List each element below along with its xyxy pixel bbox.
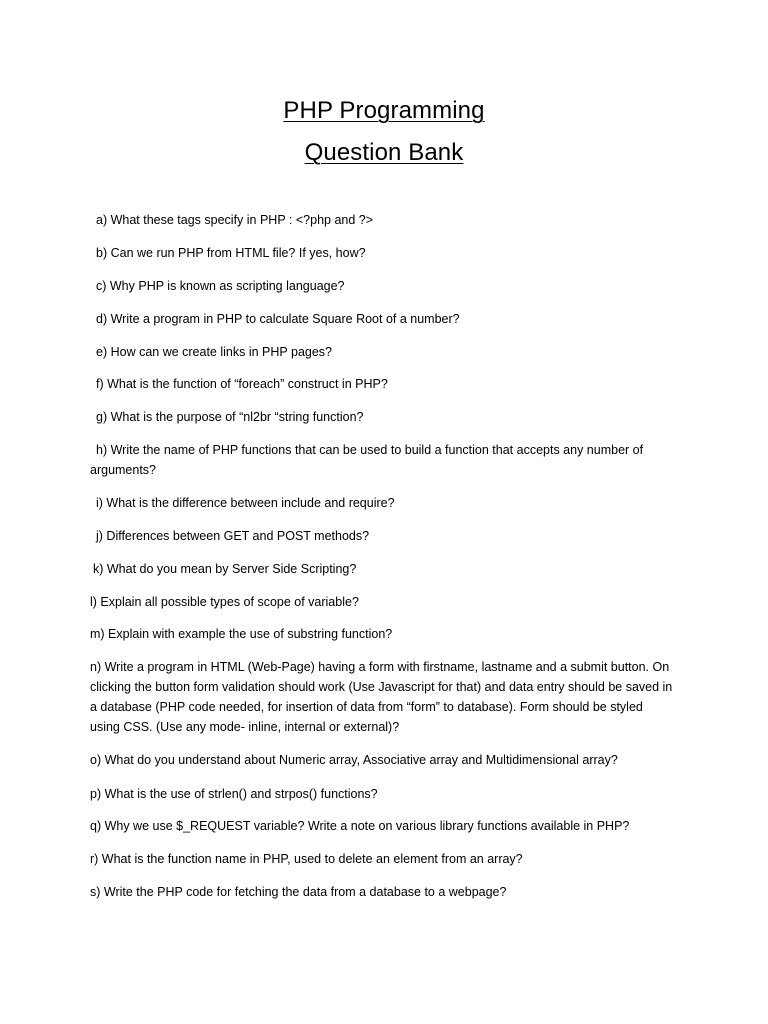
question-l: l) Explain all possible types of scope of variable?: [90, 595, 359, 609]
question-q: q) Why we use $_REQUEST variable? Write a note on various library functions available in PHP?: [90, 819, 630, 833]
question-n: n) Write a program in HTML (Web-Page) having a form with firstname, lastname and a submit button. On clicking the button form validation should work (Use Javascript for that) and data entry should be saved in a database (PHP code needed, for insertion of data from “form” to database). Form should be styled using CSS. (Use any mode- inline, internal or external)?: [90, 660, 673, 734]
document-title: PHP Programming: [283, 97, 485, 124]
question-d: d) Write a program in PHP to calculate Square Root of a number?: [96, 312, 460, 326]
question-b: b) Can we run PHP from HTML file? If yes, how?: [96, 246, 366, 260]
question-j: j) Differences between GET and POST methods?: [96, 529, 370, 543]
question-h: h) Write the name of PHP functions that can be used to build a function that accepts any number of arguments?: [90, 443, 644, 477]
question-r: r) What is the function name in PHP, used to delete an element from an array?: [90, 852, 523, 866]
question-c: c) Why PHP is known as scripting language?: [96, 279, 345, 293]
question-e: e) How can we create links in PHP pages?: [96, 345, 332, 359]
question-a: a) What these tags specify in PHP : <?php and ?>: [96, 213, 374, 227]
question-f: f) What is the function of “foreach” construct in PHP?: [96, 377, 388, 391]
document-subtitle: Question Bank: [304, 139, 464, 166]
question-i: i) What is the difference between include and require?: [96, 496, 395, 510]
question-m: m) Explain with example the use of substring function?: [90, 627, 393, 641]
question-g: g) What is the purpose of “nl2br “string function?: [96, 410, 364, 424]
question-o: o) What do you understand about Numeric array, Associative array and Multidimensional array?: [90, 753, 618, 767]
question-s: s) Write the PHP code for fetching the data from a database to a webpage?: [90, 885, 507, 899]
question-p: p) What is the use of strlen() and strpos() functions?: [90, 787, 378, 801]
question-k: k) What do you mean by Server Side Scripting?: [93, 562, 357, 576]
